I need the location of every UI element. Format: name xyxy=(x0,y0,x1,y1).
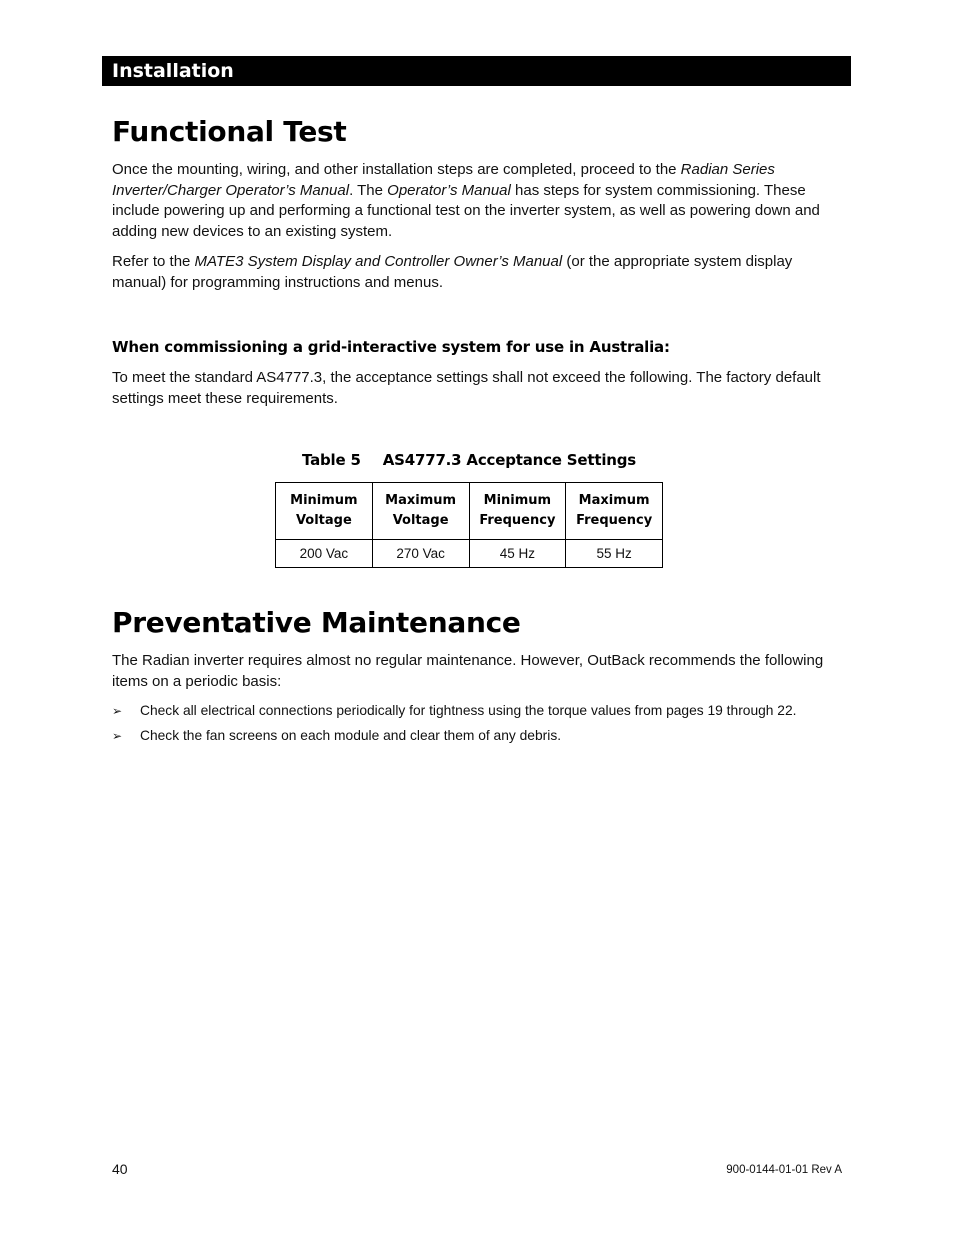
arrow-bullet-icon: ➢ xyxy=(112,704,123,718)
functional-test-paragraph-2 xyxy=(112,252,847,293)
australia-subheading: When commissioning a grid-interactive system for use in Australia: xyxy=(112,338,670,356)
document-id: 900-0144-01-01 Rev A xyxy=(726,1164,842,1176)
text-run: (or the appropriate system display manual) for programming instructions and menus. xyxy=(112,253,793,291)
section-header-label: Installation xyxy=(112,60,234,82)
text-run: Refer to the xyxy=(112,253,195,270)
cell-maximum-voltage: 270 Vac xyxy=(372,540,469,568)
maintenance-list xyxy=(112,700,852,750)
header-minimum-voltage: Minimum Voltage xyxy=(276,483,373,540)
header-maximum-voltage: Maximum Voltage xyxy=(372,483,469,540)
preventative-maintenance-heading: Preventative Maintenance xyxy=(112,606,521,639)
header-maximum-frequency: Maximum Frequency xyxy=(566,483,663,540)
table-caption-title: AS4777.3 Acceptance Settings xyxy=(382,451,637,469)
text-run: has steps for system commissioning. These include powering up and performing a functional test on the inverter system, as well as powering down and adding new devices to an existing system. xyxy=(112,181,820,240)
manual-title-mate3: MATE3 System Display and Controller Owner’s Manual xyxy=(194,253,563,270)
page-number: 40 xyxy=(112,1161,128,1177)
acceptance-settings-table xyxy=(275,482,663,568)
list-item-text: Check all electrical connections periodically for tightness using the torque values from pages 19 through 22. xyxy=(140,703,797,718)
table-caption xyxy=(275,450,663,470)
cell-minimum-voltage: 200 Vac xyxy=(276,540,373,568)
manual-title-operators: Operator’s Manual xyxy=(387,181,511,199)
cell-minimum-frequency: 45 Hz xyxy=(469,540,566,568)
manual-title-radian: Radian Series Inverter/Charger Operator’s Manual xyxy=(112,161,775,199)
cell-maximum-frequency: 55 Hz xyxy=(566,540,663,568)
australia-paragraph: To meet the standard AS4777.3, the acceptance settings shall not exceed the following. The factory default settings meet these requirements. xyxy=(112,369,821,407)
maintenance-paragraph: The Radian inverter requires almost no regular maintenance. However, OutBack recommends the following items on a periodic basis: xyxy=(112,652,824,690)
section-header-bar xyxy=(102,56,851,86)
list-item-text: Check the fan screens on each module and clear them of any debris. xyxy=(140,728,562,743)
text-run: . The xyxy=(349,181,388,199)
table-row xyxy=(276,540,663,568)
table-header-row xyxy=(276,483,663,540)
functional-test-heading: Functional Test xyxy=(112,115,347,148)
functional-test-paragraph-1 xyxy=(112,160,847,242)
table-caption-number: Table 5 xyxy=(301,451,361,469)
text-run: Once the mounting, wiring, and other installation steps are completed, proceed to the xyxy=(112,161,681,178)
list-item xyxy=(112,700,852,722)
list-item xyxy=(112,725,852,747)
header-minimum-frequency: Minimum Frequency xyxy=(469,483,566,540)
arrow-bullet-icon: ➢ xyxy=(112,729,123,743)
